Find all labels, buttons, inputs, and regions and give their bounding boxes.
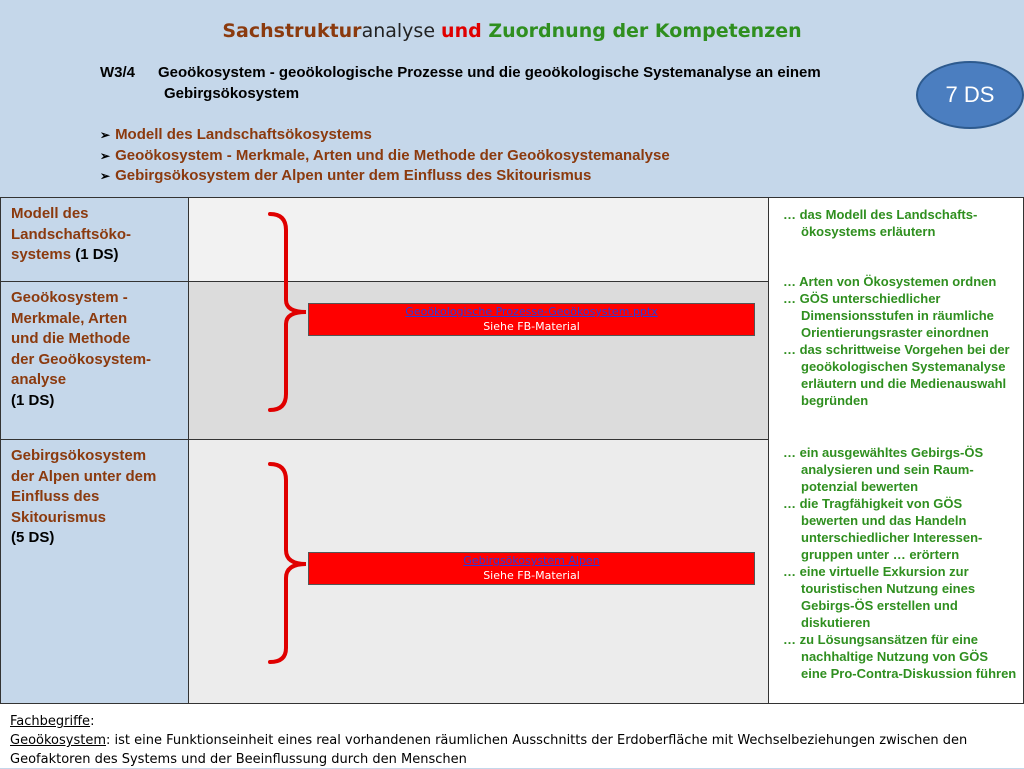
arrow-bullet-icon: ➢ [100,128,111,142]
bracket-upper-icon [262,208,312,418]
competency-column [768,197,1024,704]
competency-item: … die Tragfähigkeit von GÖS bewerten und das Handeln unterschiedlicher Interessen-gruppen unter … erörtern [783,496,983,562]
unit-title-line-1: Geoökosystem - geoökologische Prozesse und die geoökologische Systemanalyse an einem [158,64,821,81]
ds-badge: 7 DS [916,61,1024,129]
bracket-lower-icon [262,458,312,668]
ds-count: (1 DS) [75,246,119,263]
title-part-4: Zuordnung der Kompetenzen [488,20,802,42]
material-note: Siehe FB-Material [483,320,580,333]
unit-title-line-2: Gebirgsökosystem [164,85,300,102]
material-box [308,552,755,585]
topic-item: ➢ Modell des Landschaftsökosystems [100,126,372,143]
material-box [308,303,755,336]
competency-item: … eine virtuelle Exkursion zur touristischen Nutzung eines Gebirgs-ÖS erstellen und diskutieren [783,564,976,630]
title-part-2: analyse [361,20,442,42]
material-link[interactable]: Geoökologische Prozesse-Geoökosystem.pptx [405,305,658,318]
header [0,0,1024,197]
competency-item: … das schrittweise Vorgehen bei der geoökologischen Systemanalyse erläutern und die Medienauswahl begründen [783,342,1010,408]
glossary-heading: Fachbegriffe [10,714,91,729]
glossary-footer: Fachbegriffe: Geoökosystem: ist eine Funktionseinheit eines real vorhandenen räumlichen Ausschnitts der Erdoberfläche mit Wechselbeziehungen zwischen den Geofaktoren des Systems und der Beeinflussung durch den Menschen [0,703,1024,768]
competency-item: … Arten von Ökosystemen ordnen [783,274,997,289]
arrow-bullet-icon: ➢ [100,169,111,183]
material-note: Siehe FB-Material [483,569,580,582]
topic-item: ➢ Geoökosystem - Merkmale, Arten und die Methode der Geoökosystemanalyse [100,146,670,164]
competency-item: … das Modell des Landschafts-ökosystems erläutern [783,207,978,239]
topic-list [100,125,670,187]
title-part-1: Sachstruktur [222,20,362,42]
row-label-model: Modell des Landschaftsöko- systems (1 DS) [0,197,189,282]
page-title [0,20,1024,42]
material-link[interactable]: Gebirgsökosystem Alpen [463,554,600,567]
arrow-bullet-icon: ➢ [100,148,111,163]
ds-count: (5 DS) [11,529,55,546]
row-label-gebirg: Gebirgsökosystem der Alpen unter dem Einfluss des Skitourismus (5 DS) [0,439,189,704]
glossary-term: Geoökosystem [10,733,106,748]
glossary-definition: : ist eine Funktionseinheit eines real vorhandenen räumlichen Ausschnitts der Erdoberfläche mit Wechselbeziehungen zwischen den Geofaktoren des Systems und der Beeinflussung durch den Menschen [10,733,968,767]
competency-item: … zu Lösungsansätzen für eine nachhaltige Nutzung von GÖS eine Pro-Contra-Diskussion führen [783,632,1017,681]
unit-code: W3/4 [100,64,136,81]
topic-item: ➢ Gebirgsökosystem der Alpen unter dem Einfluss des Skitourismus [100,167,592,184]
competency-item: … ein ausgewähltes Gebirgs-ÖS analysieren und sein Raum-potenzial bewerten [783,445,984,494]
row-label-geooekosystem: Geoökosystem - Merkmale, Arten und die Methode der Geoökosystem- analyse (1 DS) [0,281,189,440]
title-part-3: und [441,20,489,42]
competency-item: … GÖS unterschiedlicher Dimensionsstufen in räumliche Orientierungsraster einordnen [783,291,994,340]
unit-heading [100,64,821,81]
ds-count: (1 DS) [11,391,55,409]
